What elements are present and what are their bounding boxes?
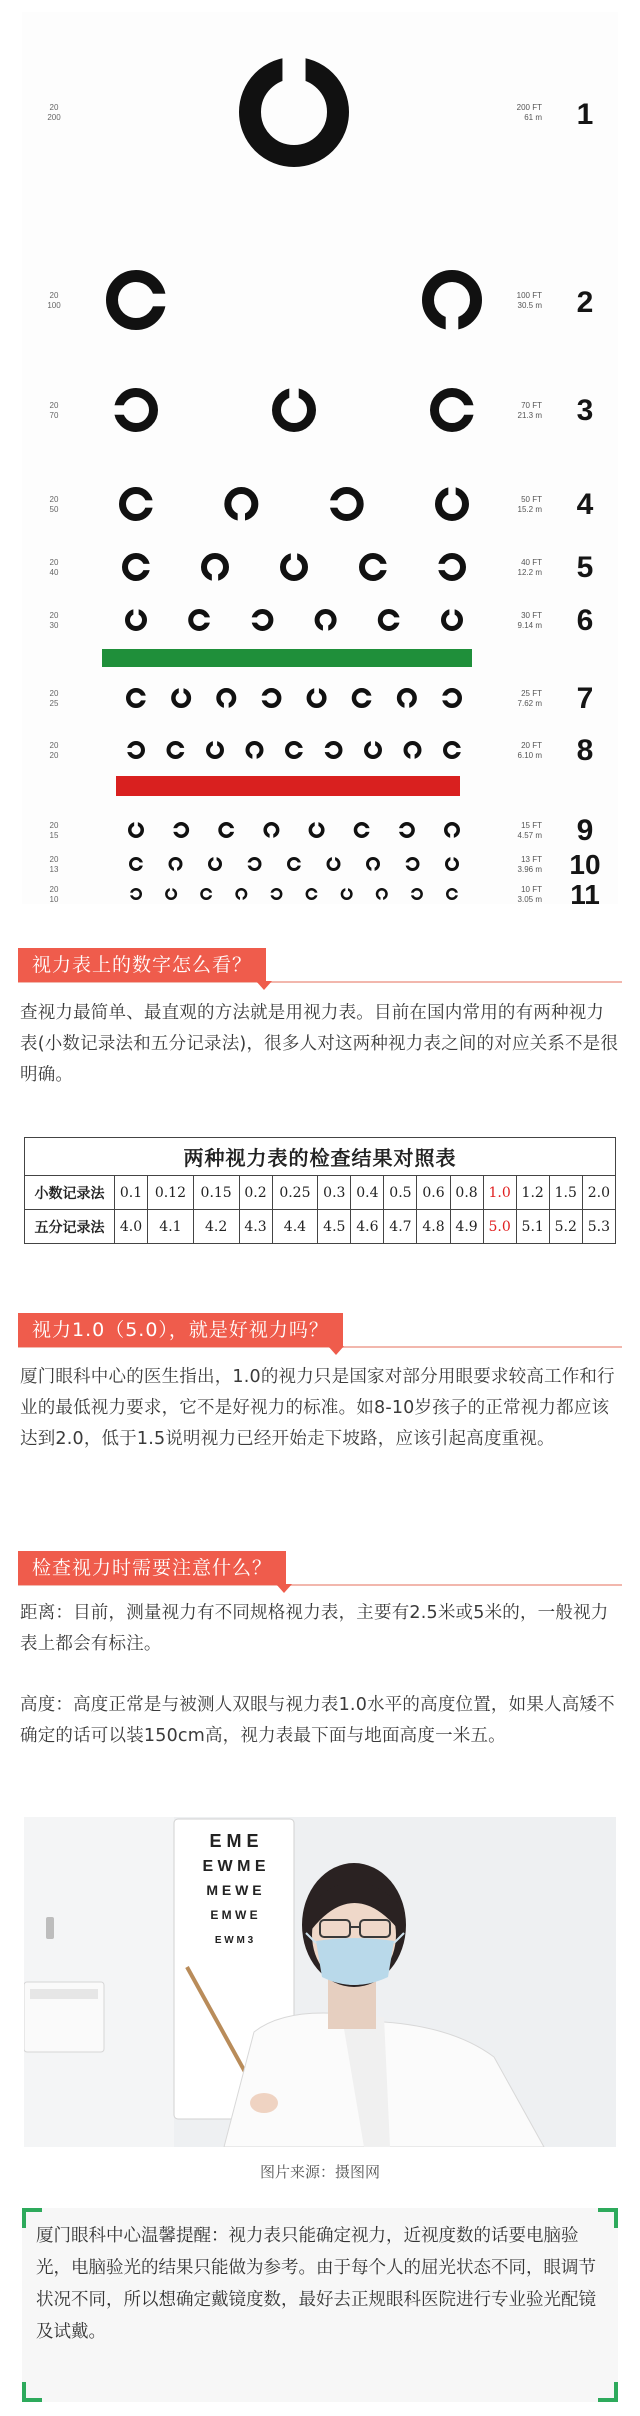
line-number: 8 — [576, 734, 594, 767]
red-line-bar — [116, 776, 460, 796]
landolt-ring — [250, 55, 338, 156]
section-heading-1 — [18, 948, 622, 984]
landolt-ring — [123, 491, 156, 518]
landolt-ring — [445, 743, 463, 757]
table-cell: 4.6 — [351, 1210, 384, 1244]
table-row-fivepoint — [25, 1210, 616, 1244]
section-title: 检查视力时需要注意什么？ — [18, 1551, 286, 1585]
acuity-label: 20 25 — [49, 689, 59, 708]
landolt-ring — [406, 743, 420, 761]
landolt-ring — [249, 612, 271, 629]
landolt-ring — [125, 556, 152, 578]
table-cell: 0.12 — [148, 1176, 194, 1210]
reminder-text: 厦门眼科中心温馨提醒：视力表只能确定视力，近视度数的话要电脑验光，电脑验光的结果只能做为参考。由于每个人的屈光状态不同，眼调节状况不同，所以想确定戴镜度数，最好去正规眼科医院进行专业验光配镜及试戴。 — [36, 2226, 596, 2342]
distance-label: 20 FT 6.10 m — [517, 741, 542, 760]
landolt-ring — [380, 612, 402, 629]
landolt-ring — [355, 824, 371, 837]
photo-e-row: E W M 3 — [214, 1935, 254, 1946]
eye-chart-image — [22, 12, 618, 904]
photo-e-row: M E W E — [206, 1882, 262, 1898]
landolt-ring — [435, 393, 477, 428]
landolt-ring — [328, 855, 339, 870]
section-title: 视力1.0（5.0），就是好视力吗？ — [18, 1313, 343, 1347]
landolt-ring — [447, 889, 460, 899]
line-number: 5 — [576, 551, 594, 584]
table-cell: 0.4 — [351, 1176, 384, 1210]
table-cell: 0.25 — [272, 1176, 318, 1210]
table-cell: 4.2 — [193, 1210, 239, 1244]
landolt-ring — [277, 386, 312, 428]
landolt-ring — [447, 855, 458, 870]
line-number: 4 — [576, 488, 594, 521]
distance-paragraph: 距离：目前，测量视力有不同规格视力表，主要有2.5米或5米的，一般视力表上都会有标注。 — [20, 1603, 609, 1654]
table-cell: 5.1 — [516, 1210, 549, 1244]
table-cell: 4.4 — [272, 1210, 318, 1244]
table-cell: 1.2 — [516, 1176, 549, 1210]
line-number: 6 — [576, 604, 594, 637]
table-cell: 4.5 — [318, 1210, 351, 1244]
landolt-ring — [191, 612, 213, 629]
photo-e-row: E M E — [209, 1831, 259, 1851]
landolt-ring — [112, 393, 154, 428]
heading-arrow-icon — [276, 1584, 292, 1593]
doctor-illustration — [24, 1817, 616, 2147]
table-cell: 4.1 — [148, 1210, 194, 1244]
landolt-ring — [309, 686, 325, 706]
frame-corner — [22, 2382, 42, 2402]
section-title: 视力表上的数字怎么看？ — [18, 948, 266, 982]
frame-corner — [598, 2382, 618, 2402]
landolt-ring — [208, 739, 222, 757]
row-label: 五分记录法 — [25, 1210, 115, 1244]
landolt-ring — [287, 743, 305, 757]
table-cell: 5.2 — [549, 1210, 582, 1244]
table-cell: 5.3 — [582, 1210, 615, 1244]
table-cell: 0.3 — [318, 1176, 351, 1210]
landolt-ring — [220, 824, 236, 837]
landolt-ring — [446, 824, 459, 840]
acuity-label: 20 40 — [49, 558, 59, 577]
landolt-ring — [219, 690, 235, 710]
landolt-ring — [173, 686, 189, 706]
table-title: 两种视力表的检查结果对照表 — [25, 1138, 616, 1176]
landolt-ring — [354, 690, 374, 706]
table-cell: 0.8 — [450, 1176, 483, 1210]
comparison-table — [24, 1137, 616, 1244]
acuity-label: 20 70 — [49, 401, 59, 420]
section2-paragraph: 厦门眼科中心的医生指出，1.0的视力只是国家对部分用眼要求较高工作和行业的最低视力要求，它不是好视力的标准。如8-10岁孩子的正常视力都应该达到2.0，低于1.5说明视力已经开始走下坡路，应该引起高度重视。 — [20, 1367, 615, 1449]
green-line-bar — [102, 649, 472, 667]
distance-label: 10 FT 3.05 m — [517, 885, 542, 904]
landolt-ring — [342, 886, 352, 899]
landolt-ring — [265, 824, 278, 840]
landolt-ring — [289, 859, 304, 870]
photo-caption: 图片来源：摄图网 — [259, 2163, 380, 2181]
landolt-ring — [130, 820, 143, 836]
line-number: 1 — [576, 98, 594, 131]
landolt-ring — [399, 690, 415, 710]
table-cell: 5.0 — [483, 1210, 516, 1244]
line-number: 7 — [576, 682, 594, 715]
distance-label: 15 FT 4.57 m — [517, 821, 542, 840]
landolt-ring — [362, 556, 389, 578]
table-cell: 4.3 — [239, 1210, 272, 1244]
eye-chart-svg — [22, 12, 618, 904]
landolt-ring — [409, 889, 422, 899]
table-cell: 0.2 — [239, 1176, 272, 1210]
distance-label: 40 FT 12.2 m — [517, 558, 542, 577]
reminder-box — [22, 2208, 618, 2402]
landolt-ring — [428, 276, 476, 332]
landolt-ring — [170, 859, 181, 874]
table-cell: 1.0 — [483, 1176, 516, 1210]
landolt-ring — [125, 743, 143, 757]
line-number: 9 — [576, 814, 594, 847]
landolt-ring — [310, 820, 323, 836]
landolt-ring — [317, 612, 334, 634]
landolt-ring — [128, 607, 145, 629]
landolt-ring — [171, 824, 187, 837]
landolt-ring — [283, 551, 305, 578]
landolt-ring — [397, 824, 413, 837]
acuity-label: 20 200 — [47, 103, 61, 122]
landolt-ring — [128, 889, 141, 899]
landolt-ring — [128, 690, 148, 706]
landolt-ring — [210, 855, 221, 870]
landolt-ring — [228, 491, 255, 524]
landolt-ring — [237, 889, 247, 902]
landolt-ring — [436, 556, 463, 578]
landolt-ring — [444, 607, 461, 629]
landolt-ring — [268, 889, 281, 899]
landolt-ring — [248, 743, 262, 761]
landolt-ring — [323, 743, 341, 757]
landolt-ring — [201, 889, 214, 899]
landolt-ring — [377, 889, 387, 902]
line-number: 10 — [569, 849, 601, 880]
table-cell: 4.0 — [115, 1210, 148, 1244]
landolt-ring — [112, 276, 168, 324]
landolt-ring — [307, 889, 320, 899]
line-number: 3 — [576, 394, 594, 427]
landolt-ring — [440, 690, 460, 706]
heading-arrow-icon — [256, 981, 272, 990]
landolt-ring — [246, 859, 261, 870]
heading-arrow-icon — [328, 1346, 344, 1355]
table-cell: 0.6 — [417, 1176, 450, 1210]
landolt-ring — [166, 886, 176, 899]
distance-label: 100 FT 30.5 m — [516, 291, 542, 310]
row-label: 小数记录法 — [25, 1176, 115, 1210]
landolt-ring — [368, 859, 379, 874]
landolt-ring — [131, 859, 146, 870]
acuity-label: 20 100 — [47, 291, 61, 310]
table-cell: 0.15 — [193, 1176, 239, 1210]
landolt-ring — [366, 739, 380, 757]
distance-label: 30 FT 9.14 m — [517, 611, 542, 630]
section-heading-3 — [18, 1551, 622, 1587]
table-row-decimal — [25, 1176, 616, 1210]
photo-e-row: E W M E — [202, 1858, 266, 1875]
photo-e-row: E M W E — [210, 1908, 258, 1922]
distance-label: 200 FT 61 m — [516, 103, 542, 122]
distance-label: 25 FT 7.62 m — [517, 689, 542, 708]
doctor-photo — [24, 1817, 616, 2147]
landolt-ring — [404, 859, 419, 870]
acuity-label: 20 30 — [49, 611, 59, 630]
table-cell: 2.0 — [582, 1176, 615, 1210]
acuity-label: 20 10 — [49, 885, 59, 904]
line-number: 2 — [576, 286, 594, 319]
acuity-label: 20 50 — [49, 495, 59, 514]
acuity-label: 20 13 — [49, 855, 59, 874]
table-cell: 4.9 — [450, 1210, 483, 1244]
section-heading-2 — [18, 1313, 622, 1349]
height-paragraph: 高度：高度正常是与被测人双眼与视力表1.0水平的高度位置，如果人高矮不确定的话可以装150cm高，视力表最下面与地面高度一米五。 — [20, 1695, 615, 1746]
distance-label: 50 FT 15.2 m — [517, 495, 542, 514]
acuity-label: 20 15 — [49, 821, 59, 840]
section1-paragraph: 查视力最简单、最直观的方法就是用视力表。目前在国内常用的有两种视力表(小数记录法和五分记录法)，很多人对这两种视力表之间的对应关系不是很明确。 — [20, 1003, 619, 1085]
table-cell: 0.1 — [115, 1176, 148, 1210]
table-cell: 4.7 — [384, 1210, 417, 1244]
line-number: 11 — [570, 879, 600, 904]
distance-label: 70 FT 21.3 m — [517, 401, 542, 420]
table-cell: 0.5 — [384, 1176, 417, 1210]
table-cell: 1.5 — [549, 1176, 582, 1210]
landolt-ring — [259, 690, 279, 706]
landolt-ring — [328, 491, 361, 518]
distance-label: 13 FT 3.96 m — [517, 855, 542, 874]
table-cell: 4.8 — [417, 1210, 450, 1244]
landolt-ring — [169, 743, 187, 757]
landolt-ring — [204, 556, 226, 583]
acuity-label: 20 20 — [49, 741, 59, 760]
landolt-ring — [439, 485, 466, 518]
